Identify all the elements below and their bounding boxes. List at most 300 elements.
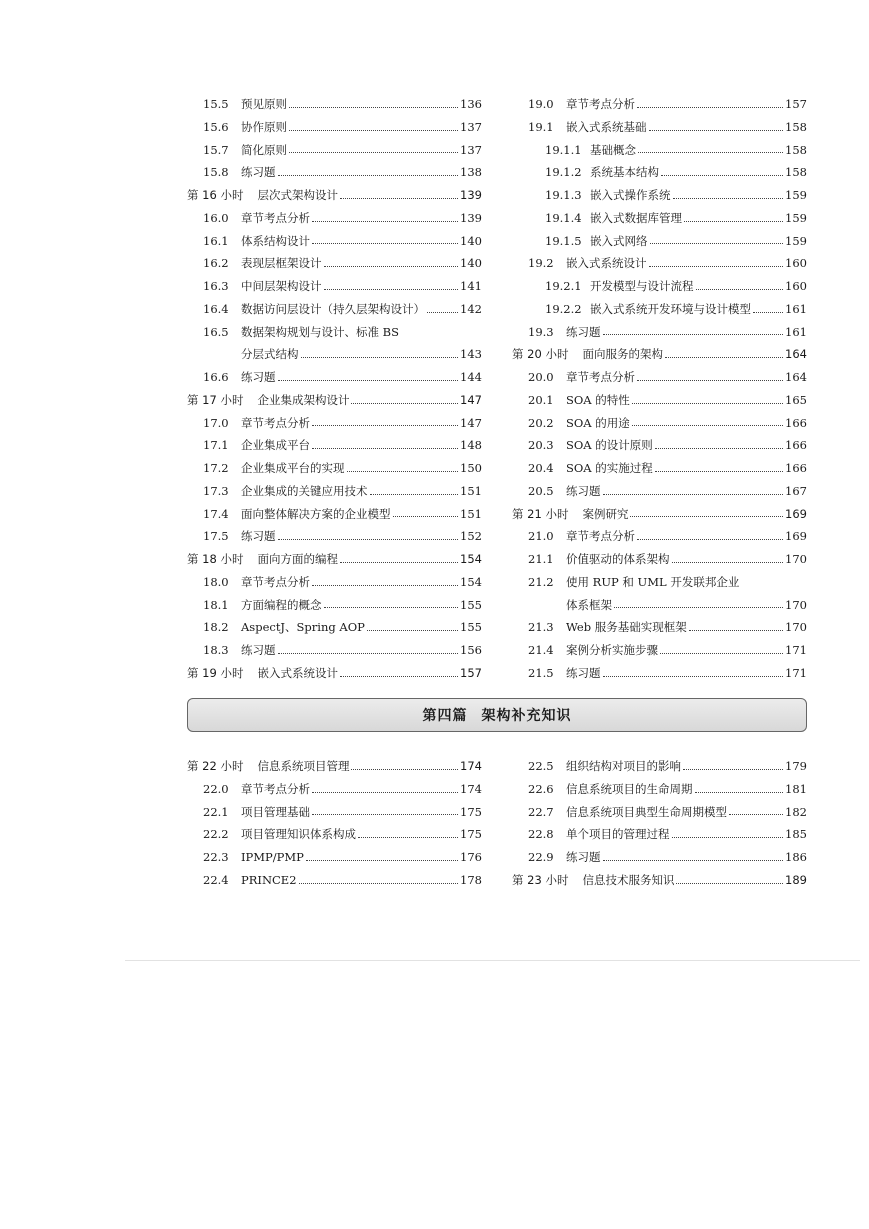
toc-section-entry [187,298,482,321]
toc-section-entry [512,480,807,503]
toc-entry-page: 182 [785,804,807,819]
toc-entry-title: 案例研究 [582,506,629,521]
dot-leader [299,883,459,884]
toc-entry-number: 20.1 [528,392,554,407]
toc-entry-number: 16.0 [203,210,229,225]
dot-leader [660,653,783,654]
toc-hour-entry [187,755,482,778]
toc-section-entry [512,662,807,685]
toc-section-entry [512,616,807,639]
toc-entry-title: 嵌入式系统基础 [566,119,647,134]
toc-entry-number: 16.3 [203,279,229,293]
toc-entry-title: 章节考点分析 [241,574,310,589]
toc-column-left-bottom [187,755,482,892]
toc-entry-title: 表现层框架设计 [241,256,322,271]
toc-entry-page: 160 [785,279,807,293]
toc-entry-number: 16.5 [203,324,229,339]
toc-entry-page: 169 [785,529,807,544]
toc-section-entry [512,778,807,801]
part-title: 架构补充知识 [481,708,572,724]
toc-entry-title: 嵌入式系统开发环境与设计模型 [590,301,751,316]
toc-entry-page: 137 [460,142,482,157]
toc-hour-entry [187,184,482,207]
toc-subsection-entry [512,298,807,321]
toc-entry-page: 164 [785,347,807,362]
toc-entry-title: 项目管理基础 [241,804,310,819]
dot-leader [673,198,784,199]
toc-section-entry [512,366,807,389]
toc-entry-title: 练习题 [566,324,601,339]
toc-entry-number: 18.2 [203,620,229,635]
toc-entry-page: 174 [460,781,482,796]
toc-entry-number: 22.1 [203,804,229,819]
toc-section-entry [512,116,807,139]
toc-section-entry [187,434,482,457]
toc-section-entry [187,778,482,801]
dot-leader [312,814,458,815]
toc-entry-title: 层次式架构设计 [257,188,338,202]
toc-entry-page: 157 [460,665,482,680]
toc-entry-title: 练习题 [241,529,276,544]
dot-leader [637,107,783,108]
dot-leader [753,312,783,313]
dot-leader [696,289,784,290]
toc-section-entry [187,846,482,869]
toc-entry-title: PRINCE2 [241,872,297,887]
toc-column-left-top [187,93,482,685]
toc-section-entry [187,869,482,892]
toc-entry-page: 186 [785,850,807,864]
toc-entry-page: 161 [785,324,807,339]
dot-leader [312,792,458,793]
dot-leader [603,860,784,861]
dot-leader [324,289,459,290]
toc-entry-number: 18.0 [203,574,229,589]
toc-entry-page: 189 [785,872,807,887]
toc-subsection-entry [512,139,807,162]
toc-entry-title: 体系结构设计 [241,233,310,248]
toc-entry-title: 嵌入式系统设计 [566,256,647,271]
toc-entry-number: 第 19 小时 [187,665,244,680]
toc-entry-number: 21.3 [528,620,554,635]
dot-leader [676,883,783,884]
dot-leader [637,539,783,540]
toc-entry-title: 章节考点分析 [241,210,310,225]
toc-column-right-top [512,93,807,685]
toc-section-entry [187,366,482,389]
toc-entry-title: 练习题 [241,165,276,180]
dot-leader [689,630,783,631]
toc-column-right-bottom [512,755,807,892]
toc-entry-number: 16.6 [203,370,229,384]
toc-entry-title: 组织结构对项目的影响 [566,759,681,773]
toc-section-entry [187,93,482,116]
toc-entry-title: 案例分析实施步骤 [566,643,658,657]
toc-subsection-entry [512,184,807,207]
toc-entry-page: 157 [785,97,807,111]
toc-entry-title: 章节考点分析 [566,529,635,544]
toc-entry-title: SOA 的特性 [566,392,630,407]
toc-entry-page: 151 [460,483,482,498]
toc-entry-number: 15.8 [203,165,229,180]
dot-leader [358,837,458,838]
toc-entry-number: 22.3 [203,850,229,864]
toc-entry-number: 21.0 [528,529,554,544]
toc-entry-page: 151 [460,506,482,521]
toc-entry-number: 15.5 [203,97,229,111]
toc-section-entry [187,321,482,344]
toc-entry-page: 147 [460,415,482,430]
dot-leader [306,860,458,861]
toc-hour-entry [187,662,482,685]
toc-entry-page: 140 [460,233,482,248]
toc-entry-page: 143 [460,347,482,362]
toc-entry-page: 171 [785,643,807,657]
dot-leader [672,837,784,838]
toc-entry-page: 175 [460,827,482,842]
dot-leader [278,653,459,654]
dot-leader [340,198,458,199]
toc-entry-title: 面向整体解决方案的企业模型 [241,506,391,521]
toc-entry-page: 158 [785,165,807,180]
toc-entry-page: 160 [785,256,807,271]
toc-entry-title: 信息系统项目管理 [257,759,350,773]
toc-entry-number: 第 23 小时 [512,872,569,887]
toc-entry-number: 19.1.1 [545,142,582,157]
dot-leader [312,221,458,222]
toc-entry-title: 数据架构规划与设计、标准 BS [241,324,399,339]
toc-entry-number: 17.0 [203,415,229,430]
toc-entry-title: 练习题 [566,483,601,498]
toc-entry-title: 信息系统项目典型生命周期模型 [566,804,727,819]
toc-entry-number: 15.6 [203,119,229,134]
dot-leader [638,152,783,153]
toc-entry-page: 154 [460,574,482,589]
toc-entry-title: 练习题 [241,643,276,657]
toc-entry-title: 章节考点分析 [241,415,310,430]
toc-section-entry [187,823,482,846]
toc-entry-page: 178 [460,872,482,887]
toc-entry-title: Web 服务基础实现框架 [566,620,687,635]
toc-entry-page: 167 [785,483,807,498]
toc-subsection-entry [512,275,807,298]
dot-leader [683,769,783,770]
toc-hour-entry [512,869,807,892]
toc-section-entry [187,230,482,253]
toc-section-entry [512,93,807,116]
toc-section-entry [187,139,482,162]
toc-entry-title: 嵌入式操作系统 [590,188,671,202]
dot-leader [614,607,783,608]
toc-entry-title: 使用 RUP 和 UML 开发联邦企业 [566,574,740,589]
dot-leader [603,494,784,495]
toc-entry-number: 16.4 [203,301,229,316]
toc-entry-number: 17.5 [203,529,229,544]
toc-entry-number: 22.7 [528,804,554,819]
toc-section-entry [512,252,807,275]
toc-entry-number: 16.2 [203,256,229,271]
toc-entry-page: 147 [460,392,482,407]
toc-entry-number: 19.2 [528,256,554,271]
toc-entry-page: 144 [460,370,482,384]
toc-section-entry [512,801,807,824]
toc-entry-title: 协作原则 [241,119,287,134]
dot-leader [684,221,783,222]
dot-leader [278,175,459,176]
toc-section-entry [187,616,482,639]
dot-leader [312,243,458,244]
toc-entry-number: 20.3 [528,438,554,453]
toc-entry-number: 17.4 [203,506,229,521]
toc-entry-title: SOA 的实施过程 [566,461,653,475]
toc-entry-page: 159 [785,210,807,225]
toc-entry-page: 170 [785,620,807,635]
toc-entry-page: 166 [785,438,807,453]
toc-entry-number: 第 21 小时 [512,506,569,521]
toc-section-entry [187,801,482,824]
toc-entry-number: 19.1.3 [545,188,582,202]
toc-section-entry [512,755,807,778]
toc-entry-page: 171 [785,665,807,680]
toc-entry-number: 21.2 [528,574,554,589]
toc-entry-number: 20.0 [528,370,554,384]
toc-entry-number: 21.1 [528,552,554,566]
toc-section-entry [512,389,807,412]
page-divider [125,960,860,961]
dot-leader [655,471,783,472]
dot-leader [630,516,783,517]
dot-leader [427,312,458,313]
toc-entry-number: 第 17 小时 [187,392,244,407]
toc-entry-number: 20.5 [528,483,554,498]
toc-entry-number: 15.7 [203,142,229,157]
dot-leader [637,380,783,381]
part-label: 第四篇 [422,708,468,724]
dot-leader [661,175,783,176]
toc-entry-page: 158 [785,119,807,134]
toc-entry-page: 166 [785,461,807,475]
toc-entry-title: 基础概念 [590,142,636,157]
toc-entry-number: 16.1 [203,233,229,248]
toc-entry-title: 简化原则 [241,142,287,157]
toc-section-entry [187,412,482,435]
toc-entry-title: 章节考点分析 [566,97,635,111]
toc-entry-number: 20.2 [528,415,554,430]
toc-section-entry [512,639,807,662]
toc-hour-entry [187,389,482,412]
toc-section-entry [187,525,482,548]
toc-entry-page: 136 [460,97,482,111]
toc-entry-title: 价值驱动的体系架构 [566,552,670,566]
toc-entry-number: 22.9 [528,850,554,864]
toc-entry-number: 22.6 [528,781,554,796]
dot-leader [312,585,458,586]
toc-entry-title: SOA 的设计原则 [566,438,653,453]
dot-leader [603,334,784,335]
dot-leader [665,357,783,358]
toc-entry-number: 21.4 [528,643,554,657]
toc-entry-number: 22.0 [203,781,229,796]
toc-entry-title: 项目管理知识体系构成 [241,827,356,842]
toc-hour-entry [512,503,807,526]
toc-entry-continuation [187,343,482,366]
toc-entry-page: 142 [460,301,482,316]
toc-entry-title: 章节考点分析 [241,781,310,796]
toc-entry-title: SOA 的用途 [566,415,630,430]
dot-leader [324,607,459,608]
toc-entry-number: 第 22 小时 [187,759,244,773]
toc-section-entry [512,571,807,594]
toc-entry-number: 22.8 [528,827,554,842]
toc-entry-page: 137 [460,119,482,134]
toc-entry-number: 第 16 小时 [187,188,244,202]
dot-leader [289,107,458,108]
dot-leader [650,243,784,244]
toc-entry-number: 22.5 [528,759,554,773]
toc-entry-title: 企业集成的关键应用技术 [241,483,368,498]
toc-entry-title: 开发模型与设计流程 [590,279,694,293]
toc-entry-page: 175 [460,804,482,819]
toc-section-entry [187,480,482,503]
dot-leader [649,266,784,267]
toc-entry-title: 信息系统项目的生命周期 [566,781,693,796]
dot-leader [603,676,784,677]
toc-entry-title: 信息技术服务知识 [582,872,675,887]
dot-leader [632,403,783,404]
toc-section-entry [187,275,482,298]
dot-leader [278,380,459,381]
toc-entry-number: 19.3 [528,324,554,339]
toc-subsection-entry [512,230,807,253]
toc-section-entry [512,321,807,344]
toc-entry-title: 企业集成平台 [241,438,310,453]
toc-entry-title: 练习题 [566,665,601,680]
toc-entry-page: 155 [460,597,482,612]
toc-section-entry [187,116,482,139]
toc-entry-page: 158 [785,142,807,157]
part-four-banner [187,698,807,732]
toc-entry-number: 22.4 [203,872,229,887]
toc-entry-title: 体系框架 [566,597,612,612]
toc-entry-number: 17.2 [203,461,229,475]
toc-entry-title: 练习题 [566,850,601,864]
toc-entry-number: 19.1 [528,119,554,134]
toc-entry-page: 150 [460,461,482,475]
toc-entry-page: 154 [460,552,482,566]
toc-section-entry [187,252,482,275]
toc-entry-title: 嵌入式系统设计 [257,665,338,680]
toc-entry-continuation [512,594,807,617]
toc-subsection-entry [512,161,807,184]
toc-entry-title: 预见原则 [241,97,287,111]
toc-entry-title: 数据访问层设计（持久层架构设计） [241,301,425,316]
toc-entry-number: 19.0 [528,97,554,111]
dot-leader [370,494,459,495]
dot-leader [340,676,458,677]
toc-section-entry [187,594,482,617]
toc-entry-page: 161 [785,301,807,316]
toc-entry-page: 140 [460,256,482,271]
toc-entry-page: 179 [785,759,807,773]
toc-entry-page: 155 [460,620,482,635]
dot-leader [324,266,459,267]
dot-leader [278,539,459,540]
dot-leader [289,152,458,153]
toc-section-entry [187,161,482,184]
toc-entry-number: 17.1 [203,438,229,453]
toc-entry-number: 第 20 小时 [512,347,569,362]
toc-entry-title: 方面编程的概念 [241,597,322,612]
toc-entry-title: 章节考点分析 [566,370,635,384]
dot-leader [672,562,784,563]
dot-leader [729,814,783,815]
toc-entry-number: 18.1 [203,597,229,612]
toc-entry-page: 166 [785,415,807,430]
toc-section-entry [187,207,482,230]
dot-leader [351,403,458,404]
toc-subsection-entry [512,207,807,230]
toc-entry-title: IPMP/PMP [241,850,304,864]
toc-entry-page: 174 [460,759,482,773]
toc-entry-number: 19.2.2 [545,301,582,316]
toc-entry-number: 21.5 [528,665,554,680]
dot-leader [340,562,458,563]
toc-section-entry [187,639,482,662]
dot-leader [312,448,458,449]
toc-entry-page: 139 [460,188,482,202]
toc-entry-title: 分层式结构 [241,347,299,362]
dot-leader [351,769,458,770]
dot-leader [289,130,458,131]
dot-leader [312,425,458,426]
toc-entry-number: 19.1.2 [545,165,582,180]
toc-entry-page: 176 [460,850,482,864]
dot-leader [301,357,459,358]
toc-entry-title: 中间层架构设计 [241,279,322,293]
toc-entry-page: 141 [460,279,482,293]
toc-entry-page: 152 [460,529,482,544]
toc-entry-title: 企业集成架构设计 [257,392,350,407]
dot-leader [632,425,783,426]
toc-entry-number: 第 18 小时 [187,552,244,566]
toc-entry-title: 企业集成平台的实现 [241,461,345,475]
toc-entry-title: 面向服务的架构 [582,347,663,362]
toc-entry-number: 18.3 [203,643,229,657]
toc-section-entry [187,571,482,594]
toc-entry-title: 系统基本结构 [590,165,659,180]
toc-entry-page: 181 [785,781,807,796]
toc-entry-title: 嵌入式网络 [590,233,648,248]
dot-leader [649,130,784,131]
toc-hour-entry [512,343,807,366]
dot-leader [347,471,459,472]
toc-section-entry [187,503,482,526]
toc-section-entry [512,823,807,846]
dot-leader [393,516,459,517]
toc-entry-number: 19.2.1 [545,279,582,293]
toc-section-entry [187,457,482,480]
toc-section-entry [512,434,807,457]
toc-section-entry [512,846,807,869]
toc-section-entry [512,548,807,571]
dot-leader [655,448,783,449]
toc-entry-page: 159 [785,188,807,202]
toc-entry-number: 22.2 [203,827,229,842]
toc-entry-page: 139 [460,210,482,225]
toc-entry-title: 练习题 [241,370,276,384]
toc-section-entry [512,457,807,480]
toc-entry-page: 165 [785,392,807,407]
